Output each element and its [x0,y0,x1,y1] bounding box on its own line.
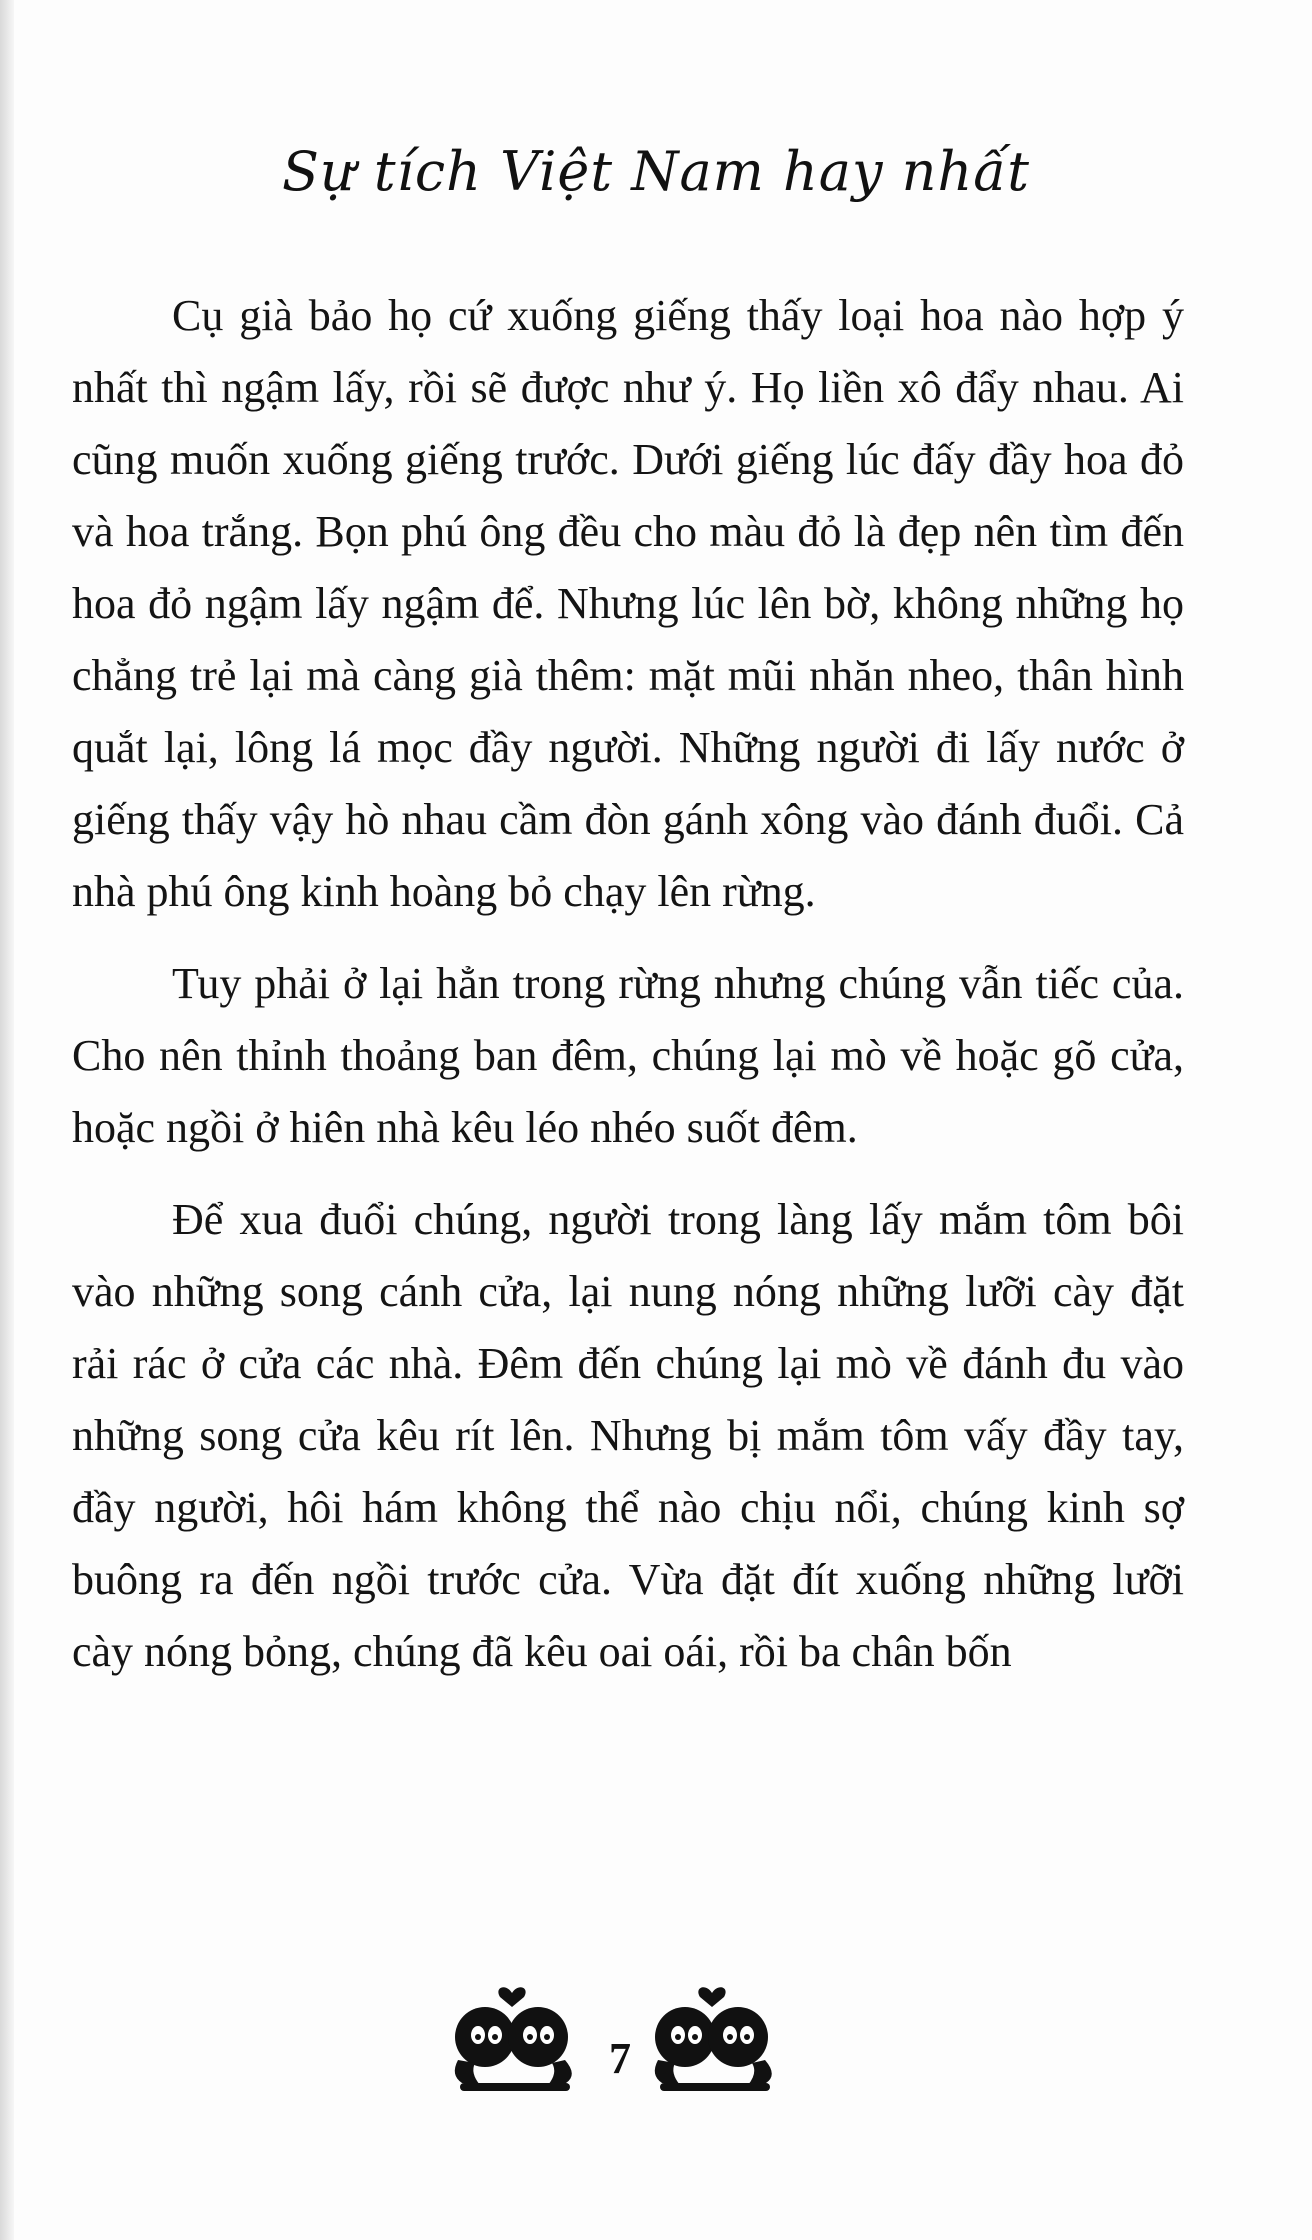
paragraph-3: Để xua đuổi chúng, người trong làng lấy mắm tôm bôi vào những song cánh cửa, lại nung nóng những lưỡi cày đặt rải rác ở cửa các nhà. Đêm đến chúng lại mò về đánh đu vào những song cửa kêu rít lên. Nhưng bị mắm tôm vấy đầy tay, đầy người, hôi hám không thể nào chịu nổi, chúng kinh sợ buông ra đến ngồi trước cửa. Vừa đặt đít xuống những lưỡi cày nóng bỏng, chúng đã kêu oai oái, rồi ba chân bốn [72,1195,1184,1676]
paragraph-2: Tuy phải ở lại hẳn trong rừng nhưng chúng vẫn tiếc của. Cho nên thỉnh thoảng ban đêm, chúng lại mò về hoặc gõ cửa, hoặc ngồi ở hiên nhà kêu léo nhéo suốt đêm. [72,959,1184,1152]
page-binding-shadow [0,0,14,2240]
body-text [72,280,1184,1708]
page-number: 7 [609,2034,631,2083]
running-header-title: Sự tích Việt Nam hay nhất [281,140,1031,203]
cartoon-couple-icon [640,1975,790,2095]
cartoon-couple-icon [440,1975,590,2095]
page-footer [440,1975,900,2105]
paragraph-1: Cụ già bảo họ cứ xuống giếng thấy loại hoa nào hợp ý nhất thì ngậm lấy, rồi sẽ được như ý. Họ liền xô đẩy nhau. Ai cũng muốn xuống giếng trước. Dưới giếng lúc đấy đầy hoa đỏ và hoa trắng. Bọn phú ông đều cho màu đỏ là đẹp nên tìm đến hoa đỏ ngậm lấy ngậm để. Nhưng lúc lên bờ, không những họ chẳng trẻ lại mà càng già thêm: mặt mũi nhăn nheo, thân hình quắt lại, lông lá mọc đầy người. Những người đi lấy nước ở giếng thấy vậy hò nhau cầm đòn gánh xông vào đánh đuổi. Cả nhà phú ông kinh hoàng bỏ chạy lên rừng. [72,291,1184,916]
